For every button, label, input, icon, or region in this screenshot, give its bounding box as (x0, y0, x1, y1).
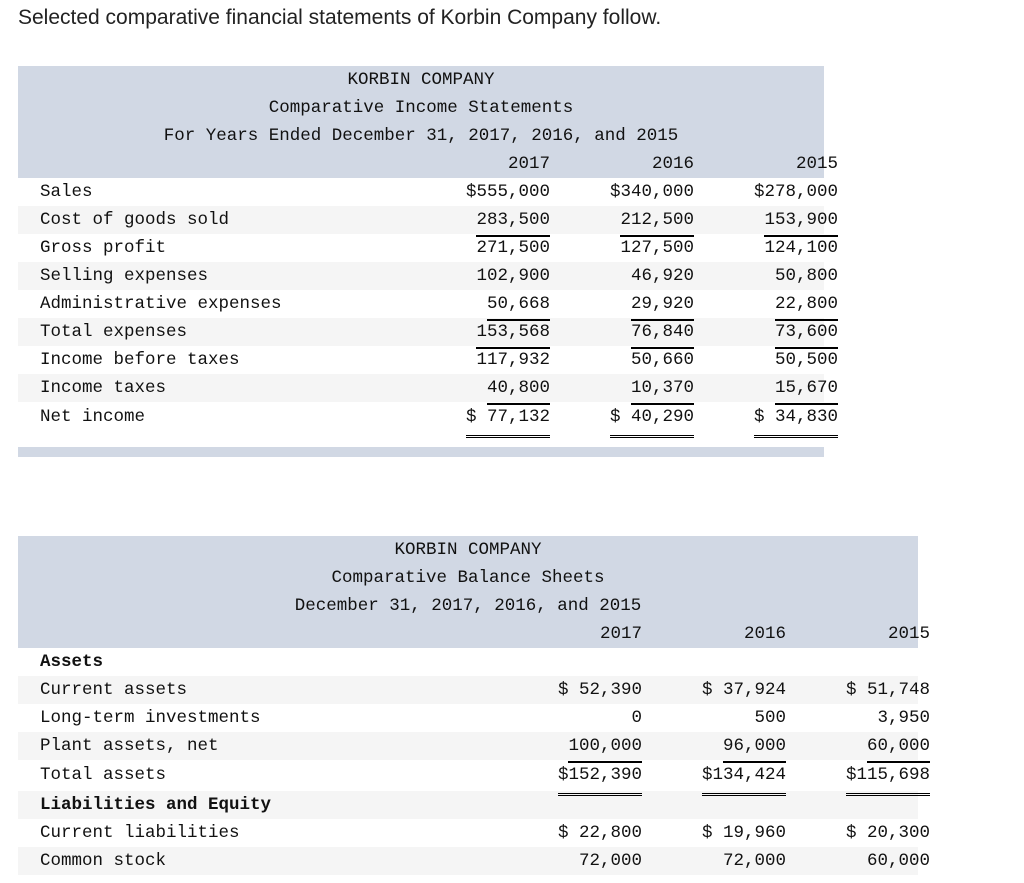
section-heading-assets (18, 648, 918, 676)
row-value-2016 (650, 791, 794, 819)
row-value-2017: 283,500 (414, 206, 558, 234)
income-statement-column-headers (18, 150, 838, 178)
row-value-2015: 15,670 (702, 374, 846, 402)
row-value-2016: 50,660 (630, 350, 694, 370)
income-statement-period: For Years Ended December 31, 2017, 2016, and 2015 (163, 126, 679, 146)
balance-sheet-title: Comparative Balance Sheets (331, 568, 605, 588)
table-row (18, 290, 838, 318)
row-value-2015: 3,950 (877, 708, 930, 728)
row-value-2017: $152,390 (506, 760, 650, 791)
row-label: Plant assets, net (40, 736, 219, 756)
row-value-2017: 153,568 (414, 318, 558, 346)
income-statement-bottom-gap (18, 433, 824, 447)
balance-sheet-column-headers (18, 620, 930, 648)
row-value-2015: $ 34,830 (702, 402, 846, 433)
row-value-2015: $278,000 (753, 182, 838, 202)
row-label: Net income (40, 407, 146, 427)
income-column-header-2015: 2015 (795, 154, 838, 174)
row-value-2015 (794, 648, 938, 676)
row-value-2017: 117,932 (476, 350, 550, 370)
row-label: Sales (40, 182, 93, 202)
table-row (18, 178, 838, 206)
row-value-2016: 46,920 (630, 266, 694, 286)
table-row (18, 847, 930, 875)
row-value-2015: $ 51,748 (845, 680, 930, 700)
balance-column-header-2016: 2016 (743, 624, 786, 644)
row-label: Current assets (40, 680, 188, 700)
row-label: Total expenses (40, 322, 188, 342)
row-value-2017: 271,500 (476, 238, 550, 258)
income-statement-footer-band (18, 447, 824, 457)
income-statement-title: Comparative Income Statements (268, 98, 574, 118)
row-value-2017: 0 (631, 708, 642, 728)
table-row (18, 262, 838, 290)
row-value-2017 (506, 648, 650, 676)
row-value-2015: 22,800 (702, 290, 846, 318)
row-label: Income taxes (40, 378, 167, 398)
row-label: Administrative expenses (40, 294, 282, 314)
table-row (18, 704, 930, 732)
row-value-2016: 212,500 (558, 206, 702, 234)
table-row (18, 234, 838, 262)
row-value-2015: 153,900 (702, 206, 846, 234)
row-label: Common stock (40, 851, 167, 871)
row-value-2016: 72,000 (722, 851, 786, 871)
balance-sheet-company-name: KORBIN COMPANY (394, 540, 542, 560)
row-value-2016: $134,424 (650, 760, 794, 791)
row-label: Long-term investments (40, 708, 261, 728)
balance-sheet-period: December 31, 2017, 2016, and 2015 (294, 596, 642, 616)
row-value-2017: 40,800 (414, 374, 558, 402)
row-label: Selling expenses (40, 266, 209, 286)
income-statement-company-name: KORBIN COMPANY (347, 70, 495, 90)
balance-sheet-header-band (18, 536, 930, 648)
balance-header-spacer (18, 620, 506, 648)
row-value-2016: 76,840 (558, 318, 702, 346)
row-value-2015: 124,100 (764, 238, 838, 258)
row-value-2016: 500 (754, 708, 786, 728)
row-label: Current liabilities (40, 823, 240, 843)
row-value-2016 (650, 648, 794, 676)
row-value-2016: 29,920 (558, 290, 702, 318)
row-value-2015: 50,800 (774, 266, 838, 286)
row-value-2017: 100,000 (506, 732, 650, 760)
section-heading-liabilities-and-equity (18, 791, 918, 819)
row-value-2016: $ 37,924 (701, 680, 786, 700)
row-value-2015: $115,698 (794, 760, 938, 791)
row-value-2016: 127,500 (620, 238, 694, 258)
row-label: Cost of goods sold (40, 210, 230, 230)
income-statement-header-band (18, 66, 838, 178)
row-label: Assets (40, 652, 104, 672)
income-header-spacer (18, 150, 414, 178)
row-value-2015: 60,000 (794, 732, 938, 760)
row-value-2015: 50,500 (774, 350, 838, 370)
row-value-2017: $ 22,800 (557, 823, 642, 843)
row-value-2015: 73,600 (702, 318, 846, 346)
row-value-2017: 72,000 (578, 851, 642, 871)
row-label: Total assets (40, 765, 167, 785)
table-row (18, 819, 930, 847)
table-row (18, 676, 930, 704)
comparative-income-statement (18, 66, 838, 457)
income-column-header-2016: 2016 (651, 154, 694, 174)
table-row (18, 206, 838, 234)
balance-column-header-2015: 2015 (887, 624, 930, 644)
table-row (18, 732, 930, 760)
row-label: Gross profit (40, 238, 167, 258)
table-row (18, 318, 838, 346)
row-value-2015 (794, 791, 938, 819)
page-intro-text: Selected comparative financial statements of Korbin Company follow. (18, 6, 662, 29)
row-value-2015: $ 20,300 (845, 823, 930, 843)
row-label: Income before taxes (40, 350, 240, 370)
row-value-2017: $555,000 (465, 182, 550, 202)
row-value-2017 (506, 791, 650, 819)
table-row (18, 346, 838, 374)
table-row-total (18, 760, 930, 791)
row-value-2017: 102,900 (476, 266, 550, 286)
comparative-balance-sheet (18, 536, 930, 875)
row-label: Liabilities and Equity (40, 795, 272, 815)
row-value-2017: $ 77,132 (414, 402, 558, 433)
row-value-2016: $ 19,960 (701, 823, 786, 843)
income-column-header-2017: 2017 (507, 154, 550, 174)
table-row-total (18, 402, 838, 433)
table-row (18, 374, 838, 402)
row-value-2017: 50,668 (414, 290, 558, 318)
row-value-2016: $340,000 (609, 182, 694, 202)
row-value-2016: 96,000 (650, 732, 794, 760)
row-value-2015: 60,000 (866, 851, 930, 871)
row-value-2016: $ 40,290 (558, 402, 702, 433)
row-value-2017: $ 52,390 (557, 680, 642, 700)
row-value-2016: 10,370 (558, 374, 702, 402)
balance-column-header-2017: 2017 (599, 624, 642, 644)
